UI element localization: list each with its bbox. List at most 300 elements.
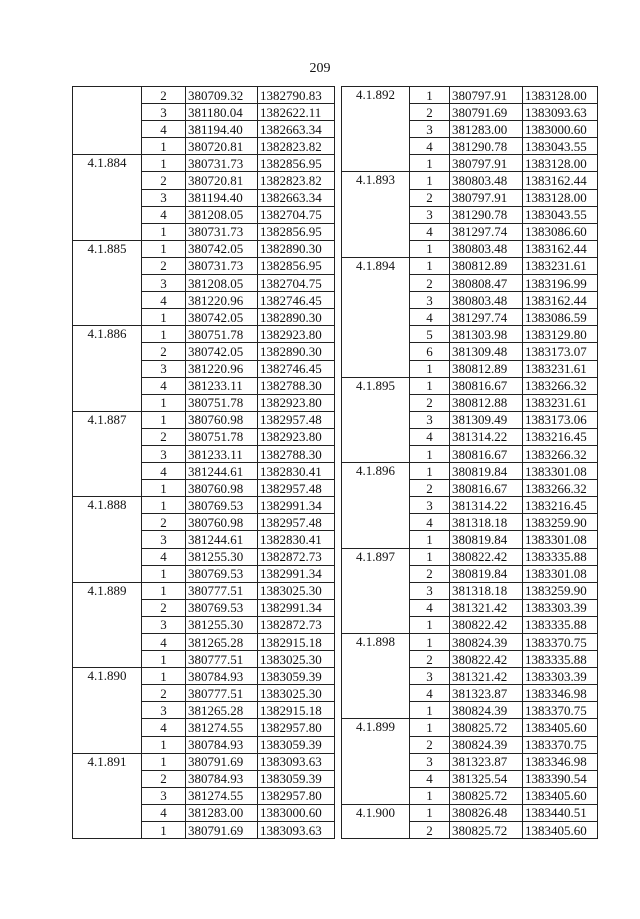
x-coordinate: 380822.42: [450, 548, 523, 565]
table-row: [342, 480, 598, 497]
y-coordinate: 1382746.45: [258, 292, 335, 309]
table-row: [342, 189, 598, 206]
x-coordinate: 380731.73: [186, 223, 258, 240]
point-number: 1: [142, 497, 186, 514]
table-row: [342, 394, 598, 411]
y-coordinate: 1383025.30: [258, 651, 335, 668]
parcel-label: [73, 804, 142, 821]
y-coordinate: 1383173.07: [523, 343, 598, 360]
point-number: 3: [410, 411, 450, 428]
table-row: [342, 736, 598, 753]
y-coordinate: 1382856.95: [258, 257, 335, 274]
y-coordinate: 1382823.82: [258, 172, 335, 189]
x-coordinate: 381283.00: [186, 804, 258, 821]
point-number: 1: [410, 240, 450, 257]
parcel-label: [342, 651, 410, 668]
table-row: [73, 770, 335, 787]
point-number: 2: [142, 87, 186, 104]
point-number: 3: [410, 753, 450, 770]
table-row: [73, 428, 335, 445]
point-number: 1: [142, 736, 186, 753]
parcel-label: [73, 719, 142, 736]
table-row: [342, 463, 598, 480]
table-row: [73, 240, 335, 257]
point-number: 2: [410, 565, 450, 582]
y-coordinate: 1383162.44: [523, 240, 598, 257]
parcel-label: [342, 736, 410, 753]
point-number: 4: [142, 634, 186, 651]
y-coordinate: 1382915.18: [258, 634, 335, 651]
x-coordinate: 380825.72: [450, 719, 523, 736]
table-row: [73, 309, 335, 326]
table-row: [342, 343, 598, 360]
x-coordinate: 381180.04: [186, 104, 258, 121]
y-coordinate: 1382830.41: [258, 463, 335, 480]
table-row: [342, 445, 598, 462]
table-row: [73, 411, 335, 428]
table-row: [73, 787, 335, 804]
table-row: [73, 155, 335, 172]
x-coordinate: 381318.18: [450, 582, 523, 599]
x-coordinate: 380777.51: [186, 651, 258, 668]
point-number: 1: [142, 753, 186, 770]
point-number: 4: [410, 514, 450, 531]
y-coordinate: 1383405.60: [523, 787, 598, 804]
point-number: 3: [142, 104, 186, 121]
x-coordinate: 381283.00: [450, 121, 523, 138]
table-row: [73, 189, 335, 206]
parcel-label: 4.1.898: [342, 634, 410, 651]
x-coordinate: 380816.67: [450, 480, 523, 497]
x-coordinate: 380797.91: [450, 155, 523, 172]
x-coordinate: 380824.39: [450, 634, 523, 651]
x-coordinate: 381274.55: [186, 787, 258, 804]
x-coordinate: 381194.40: [186, 121, 258, 138]
table-row: [342, 548, 598, 565]
y-coordinate: 1383266.32: [523, 445, 598, 462]
parcel-label: 4.1.890: [73, 668, 142, 685]
x-coordinate: 381314.22: [450, 428, 523, 445]
x-coordinate: 381244.61: [186, 531, 258, 548]
point-number: 6: [410, 343, 450, 360]
parcel-label: [342, 531, 410, 548]
parcel-label: 4.1.900: [342, 804, 410, 821]
parcel-label: [73, 634, 142, 651]
point-number: 1: [410, 155, 450, 172]
x-coordinate: 380784.93: [186, 770, 258, 787]
table-row: [342, 514, 598, 531]
table-row: [73, 172, 335, 189]
point-number: 2: [410, 275, 450, 292]
y-coordinate: 1383266.32: [523, 377, 598, 394]
point-number: 5: [410, 326, 450, 343]
y-coordinate: 1382788.30: [258, 445, 335, 462]
point-number: 1: [410, 719, 450, 736]
table-row: [73, 343, 335, 360]
parcel-label: 4.1.897: [342, 548, 410, 565]
x-coordinate: 381323.87: [450, 685, 523, 702]
x-coordinate: 380822.42: [450, 651, 523, 668]
table-row: [342, 223, 598, 240]
y-coordinate: 1382957.80: [258, 787, 335, 804]
table-row: [342, 582, 598, 599]
parcel-label: [342, 582, 410, 599]
x-coordinate: 380824.39: [450, 736, 523, 753]
x-coordinate: 381314.22: [450, 497, 523, 514]
table-row: [342, 138, 598, 155]
table-row: [342, 257, 598, 274]
parcel-label: [73, 309, 142, 326]
point-number: 4: [142, 719, 186, 736]
y-coordinate: 1383093.63: [258, 753, 335, 770]
table-row: [342, 685, 598, 702]
point-number: 3: [410, 292, 450, 309]
y-coordinate: 1383259.90: [523, 582, 598, 599]
y-coordinate: 1382622.11: [258, 104, 335, 121]
point-number: 1: [410, 463, 450, 480]
parcel-label: [73, 445, 142, 462]
point-number: 3: [142, 360, 186, 377]
y-coordinate: 1382957.48: [258, 411, 335, 428]
y-coordinate: 1382957.48: [258, 514, 335, 531]
parcel-label: [73, 206, 142, 223]
y-coordinate: 1383335.88: [523, 651, 598, 668]
point-number: 1: [142, 582, 186, 599]
table-row: [342, 377, 598, 394]
table-row: [342, 121, 598, 138]
table-row: [342, 531, 598, 548]
x-coordinate: 380791.69: [186, 822, 258, 839]
table-row: [73, 360, 335, 377]
y-coordinate: 1382746.45: [258, 360, 335, 377]
parcel-label: [342, 275, 410, 292]
x-coordinate: 380791.69: [186, 753, 258, 770]
parcel-label: [342, 822, 410, 839]
parcel-label: [342, 480, 410, 497]
table-row: [342, 360, 598, 377]
point-number: 1: [410, 257, 450, 274]
table-row: [73, 223, 335, 240]
x-coordinate: 381321.42: [450, 668, 523, 685]
point-number: 1: [142, 565, 186, 582]
y-coordinate: 1383370.75: [523, 702, 598, 719]
table-row: [342, 497, 598, 514]
y-coordinate: 1383390.54: [523, 770, 598, 787]
table-row: [342, 822, 598, 839]
point-number: 3: [410, 121, 450, 138]
point-number: 4: [142, 377, 186, 394]
parcel-label: [342, 138, 410, 155]
table-row: [342, 309, 598, 326]
parcel-label: [73, 223, 142, 240]
point-number: 1: [410, 634, 450, 651]
table-row: [73, 394, 335, 411]
table-row: [73, 616, 335, 633]
y-coordinate: 1383266.32: [523, 480, 598, 497]
table-row: [73, 121, 335, 138]
x-coordinate: 381309.48: [450, 343, 523, 360]
parcel-label: [73, 702, 142, 719]
point-number: 4: [142, 463, 186, 480]
table-row: [342, 565, 598, 582]
y-coordinate: 1382991.34: [258, 565, 335, 582]
table-row: [73, 104, 335, 121]
x-coordinate: 380825.72: [450, 822, 523, 839]
table-row: [73, 719, 335, 736]
table-row: [73, 702, 335, 719]
y-coordinate: 1382823.82: [258, 138, 335, 155]
point-number: 1: [410, 87, 450, 104]
y-coordinate: 1382830.41: [258, 531, 335, 548]
table-row: [73, 480, 335, 497]
table-row: [73, 497, 335, 514]
x-coordinate: 380803.48: [450, 292, 523, 309]
table-row: [342, 172, 598, 189]
table-row: [342, 719, 598, 736]
y-coordinate: 1383093.63: [258, 822, 335, 839]
point-number: 4: [142, 804, 186, 821]
x-coordinate: 381265.28: [186, 702, 258, 719]
table-row: [342, 87, 598, 104]
y-coordinate: 1382704.75: [258, 275, 335, 292]
x-coordinate: 380760.98: [186, 411, 258, 428]
point-number: 1: [410, 787, 450, 804]
parcel-label: [342, 155, 410, 172]
x-coordinate: 380784.93: [186, 736, 258, 753]
parcel-label: [342, 702, 410, 719]
x-coordinate: 380803.48: [450, 240, 523, 257]
point-number: 4: [410, 309, 450, 326]
y-coordinate: 1383231.61: [523, 360, 598, 377]
x-coordinate: 380816.67: [450, 445, 523, 462]
y-coordinate: 1383216.45: [523, 497, 598, 514]
parcel-label: [73, 121, 142, 138]
point-number: 3: [410, 582, 450, 599]
x-coordinate: 380825.72: [450, 787, 523, 804]
point-number: 1: [142, 240, 186, 257]
parcel-label: [342, 770, 410, 787]
table-row: [73, 206, 335, 223]
x-coordinate: 380731.73: [186, 155, 258, 172]
parcel-label: 4.1.895: [342, 377, 410, 394]
table-row: [73, 514, 335, 531]
table-row: [73, 634, 335, 651]
point-number: 1: [142, 326, 186, 343]
table-row: [342, 292, 598, 309]
point-number: 2: [142, 514, 186, 531]
table-row: [73, 582, 335, 599]
y-coordinate: 1383128.00: [523, 189, 598, 206]
y-coordinate: 1383335.88: [523, 548, 598, 565]
x-coordinate: 380812.89: [450, 257, 523, 274]
y-coordinate: 1383231.61: [523, 394, 598, 411]
y-coordinate: 1383059.39: [258, 770, 335, 787]
y-coordinate: 1383335.88: [523, 616, 598, 633]
table-row: [73, 599, 335, 616]
table-row: [342, 787, 598, 804]
y-coordinate: 1382923.80: [258, 326, 335, 343]
y-coordinate: 1383093.63: [523, 104, 598, 121]
point-number: 2: [142, 685, 186, 702]
x-coordinate: 381244.61: [186, 463, 258, 480]
y-coordinate: 1383346.98: [523, 753, 598, 770]
y-coordinate: 1382872.73: [258, 548, 335, 565]
parcel-label: [342, 445, 410, 462]
y-coordinate: 1383303.39: [523, 599, 598, 616]
x-coordinate: 381220.96: [186, 360, 258, 377]
y-coordinate: 1382663.34: [258, 189, 335, 206]
x-coordinate: 380731.73: [186, 257, 258, 274]
point-number: 2: [410, 189, 450, 206]
parcel-label: [342, 223, 410, 240]
point-number: 4: [410, 428, 450, 445]
point-number: 2: [410, 104, 450, 121]
y-coordinate: 1383301.08: [523, 531, 598, 548]
table-row: [73, 138, 335, 155]
parcel-label: [73, 343, 142, 360]
x-coordinate: 380751.78: [186, 428, 258, 445]
y-coordinate: 1383000.60: [523, 121, 598, 138]
x-coordinate: 380751.78: [186, 394, 258, 411]
parcel-label: [73, 685, 142, 702]
x-coordinate: 381255.30: [186, 548, 258, 565]
y-coordinate: 1382856.95: [258, 223, 335, 240]
table-row: [73, 753, 335, 770]
parcel-label: [73, 480, 142, 497]
point-number: 1: [142, 138, 186, 155]
y-coordinate: 1382957.48: [258, 480, 335, 497]
point-number: 2: [142, 428, 186, 445]
parcel-label: [342, 189, 410, 206]
table-row: [73, 651, 335, 668]
x-coordinate: 380709.32: [186, 87, 258, 104]
table-row: [342, 616, 598, 633]
point-number: 2: [142, 172, 186, 189]
x-coordinate: 380803.48: [450, 172, 523, 189]
x-coordinate: 380760.98: [186, 480, 258, 497]
y-coordinate: 1383059.39: [258, 736, 335, 753]
parcel-label: [73, 138, 142, 155]
x-coordinate: 381233.11: [186, 445, 258, 462]
point-number: 4: [142, 292, 186, 309]
y-coordinate: 1383370.75: [523, 634, 598, 651]
y-coordinate: 1383043.55: [523, 206, 598, 223]
parcel-label: [73, 172, 142, 189]
x-coordinate: 381194.40: [186, 189, 258, 206]
x-coordinate: 381265.28: [186, 634, 258, 651]
y-coordinate: 1383301.08: [523, 463, 598, 480]
x-coordinate: 380819.84: [450, 531, 523, 548]
table-row: [73, 87, 335, 104]
point-number: 1: [410, 360, 450, 377]
x-coordinate: 380777.51: [186, 582, 258, 599]
parcel-label: [73, 292, 142, 309]
parcel-label: [73, 87, 142, 104]
parcel-label: [342, 292, 410, 309]
point-number: 4: [410, 685, 450, 702]
table-row: [342, 753, 598, 770]
point-number: 2: [410, 651, 450, 668]
point-number: 1: [142, 411, 186, 428]
table-row: [342, 634, 598, 651]
x-coordinate: 380751.78: [186, 326, 258, 343]
y-coordinate: 1382923.80: [258, 428, 335, 445]
point-number: 4: [142, 548, 186, 565]
y-coordinate: 1383025.30: [258, 685, 335, 702]
point-number: 3: [410, 668, 450, 685]
y-coordinate: 1383196.99: [523, 275, 598, 292]
x-coordinate: 381303.98: [450, 326, 523, 343]
parcel-label: [73, 463, 142, 480]
y-coordinate: 1383059.39: [258, 668, 335, 685]
x-coordinate: 380816.67: [450, 377, 523, 394]
point-number: 1: [410, 172, 450, 189]
point-number: 2: [142, 343, 186, 360]
parcel-label: [342, 428, 410, 445]
parcel-label: [73, 599, 142, 616]
y-coordinate: 1383025.30: [258, 582, 335, 599]
parcel-label: [342, 343, 410, 360]
point-number: 1: [142, 155, 186, 172]
parcel-label: 4.1.899: [342, 719, 410, 736]
table-row: [73, 548, 335, 565]
y-coordinate: 1383405.60: [523, 822, 598, 839]
parcel-label: 4.1.894: [342, 257, 410, 274]
x-coordinate: 380826.48: [450, 804, 523, 821]
parcel-label: [342, 121, 410, 138]
table-row: [342, 651, 598, 668]
point-number: 1: [410, 702, 450, 719]
parcel-label: [342, 616, 410, 633]
parcel-label: [342, 104, 410, 121]
x-coordinate: 380769.53: [186, 565, 258, 582]
point-number: 3: [142, 702, 186, 719]
parcel-label: [73, 104, 142, 121]
y-coordinate: 1383162.44: [523, 292, 598, 309]
table-row: [342, 702, 598, 719]
point-number: 1: [142, 822, 186, 839]
parcel-label: 4.1.886: [73, 326, 142, 343]
parcel-label: [342, 599, 410, 616]
parcel-label: [73, 787, 142, 804]
parcel-label: [73, 189, 142, 206]
point-number: 4: [410, 599, 450, 616]
table-row: [342, 411, 598, 428]
table-row: [73, 326, 335, 343]
y-coordinate: 1383346.98: [523, 685, 598, 702]
x-coordinate: 381208.05: [186, 206, 258, 223]
y-coordinate: 1382704.75: [258, 206, 335, 223]
parcel-label: [342, 685, 410, 702]
x-coordinate: 380824.39: [450, 702, 523, 719]
parcel-label: [342, 497, 410, 514]
point-number: 3: [142, 616, 186, 633]
x-coordinate: 380819.84: [450, 565, 523, 582]
y-coordinate: 1382890.30: [258, 240, 335, 257]
table-row: [342, 155, 598, 172]
table-row: [342, 240, 598, 257]
point-number: 1: [142, 480, 186, 497]
table-row: [73, 445, 335, 462]
point-number: 1: [410, 377, 450, 394]
y-coordinate: 1383259.90: [523, 514, 598, 531]
parcel-label: [73, 377, 142, 394]
point-number: 1: [142, 394, 186, 411]
parcel-label: 4.1.885: [73, 240, 142, 257]
parcel-label: [342, 753, 410, 770]
parcel-label: [342, 514, 410, 531]
y-coordinate: 1383405.60: [523, 719, 598, 736]
